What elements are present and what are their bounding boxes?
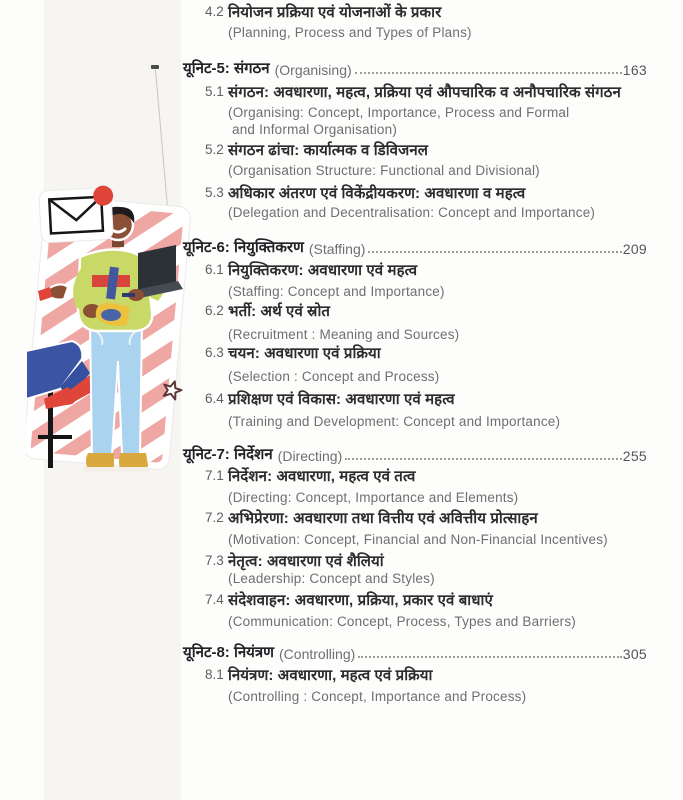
dotted-leader [345,458,621,460]
item-number: 5.3 [205,185,224,200]
item-title-hindi: भर्ती: अर्थ एवं स्रोत [228,303,331,320]
person-laptop-illustration [26,183,194,483]
item-title-english-cont: and Informal Organisation) [232,122,398,137]
item-title-english: (Delegation and Decentralisation: Concept and Importance) [228,205,596,220]
toc-item [205,551,384,571]
item-title-english: (Motivation: Concept, Financial and Non-Financial Incentives) [228,532,608,547]
toc-item [205,508,538,528]
item-title-english: (Directing: Concept, Importance and Elements) [228,490,519,505]
dotted-leader [358,656,621,658]
toc-unit-header [183,237,647,257]
item-number: 5.1 [205,84,224,99]
unit-title-hindi: यूनिट-6: नियुक्तिकरण [183,239,304,256]
toc-item [205,82,621,102]
item-title-english: (Organisation Structure: Functional and Divisional) [228,163,540,178]
item-title-hindi: संगठन: अवधारणा, महत्व, प्रक्रिया एवं औपचारिक व अनौपचारिक संगठन [228,84,621,101]
scan-artifact-dash [151,65,159,69]
item-number: 8.1 [205,667,224,682]
unit-title-english: (Staffing) [308,241,366,257]
unit-title-english: (Controlling) [279,646,356,662]
unit-title-english: (Organising) [274,62,352,78]
item-title-hindi: संगठन ढांचा: कार्यात्मक व डिविजनल [228,142,429,159]
toc-item [205,466,415,486]
item-title-english: (Selection : Concept and Process) [228,369,440,384]
toc-item [205,343,381,363]
toc-unit-header [183,58,647,78]
item-number: 7.3 [205,553,224,568]
toc-item [205,140,428,160]
toc-item [205,665,432,685]
item-number: 7.2 [205,510,224,525]
toc-item [205,590,493,610]
item-title-english: (Leadership: Concept and Styles) [228,571,435,586]
item-number: 6.2 [205,303,224,318]
item-title-english: (Controlling : Concept, Importance and Process) [228,689,527,704]
envelope-icon [39,185,116,243]
page-number: 209 [622,241,647,257]
dotted-leader [355,72,622,74]
item-title-hindi: नियोजन प्रक्रिया एवं योजनाओं के प्रकार [228,4,442,21]
item-title-english: (Recruitment : Meaning and Sources) [228,327,460,342]
item-title-english: (Training and Development: Concept and Importance) [228,414,561,429]
item-title-hindi: नियंत्रण: अवधारणा, महत्व एवं प्रक्रिया [228,667,433,684]
toc-item [205,2,441,22]
item-title-hindi: निर्देशन: अवधारणा, महत्व एवं तत्व [228,468,416,485]
item-title-hindi: नियुक्तिकरण: अवधारणा एवं महत्व [228,262,418,279]
toc-item [205,260,417,280]
toc-item [205,389,455,409]
page-number: 255 [622,448,647,464]
dotted-leader [368,251,621,253]
item-title-hindi: संदेशवाहन: अवधारणा, प्रक्रिया, प्रकार एवं बाधाएं [228,592,493,609]
page-number: 305 [622,646,647,662]
item-title-english: (Communication: Concept, Process, Types and Barriers) [228,614,576,629]
unit-title-hindi: यूनिट-5: संगठन [183,60,270,77]
item-title-hindi: प्रशिक्षण एवं विकास: अवधारणा एवं महत्व [228,391,455,408]
toc-unit-header [183,642,647,662]
item-title-english: (Staffing: Concept and Importance) [228,284,445,299]
item-title-hindi: अभिप्रेरणा: अवधारणा तथा वित्तीय एवं अवित्तीय प्रोत्साहन [228,510,538,527]
item-number: 6.4 [205,391,224,406]
toc-item [205,183,525,203]
item-title-hindi: चयन: अवधारणा एवं प्रक्रिया [228,345,381,362]
toc-unit-header [183,444,647,464]
item-number: 6.1 [205,262,224,277]
item-number: 6.3 [205,345,224,360]
item-title-english: (Planning, Process and Types of Plans) [228,25,472,40]
item-title-hindi: अधिकार अंतरण एवं विकेंद्रीयकरण: अवधारणा व महत्व [228,185,526,202]
page-number: 163 [622,62,647,78]
item-title-english: (Organising: Concept, Importance, Process and Formal [228,105,570,120]
toc-item [205,301,330,321]
unit-title-english: (Directing) [277,448,343,464]
unit-title-hindi: यूनिट-7: निर्देशन [183,446,273,463]
item-number: 5.2 [205,142,224,157]
item-number: 7.4 [205,592,224,607]
unit-title-hindi: यूनिट-8: नियंत्रण [183,644,275,661]
item-number: 4.2 [205,4,224,19]
item-title-hindi: नेतृत्व: अवधारणा एवं शैलियां [228,553,384,570]
item-number: 7.1 [205,468,224,483]
